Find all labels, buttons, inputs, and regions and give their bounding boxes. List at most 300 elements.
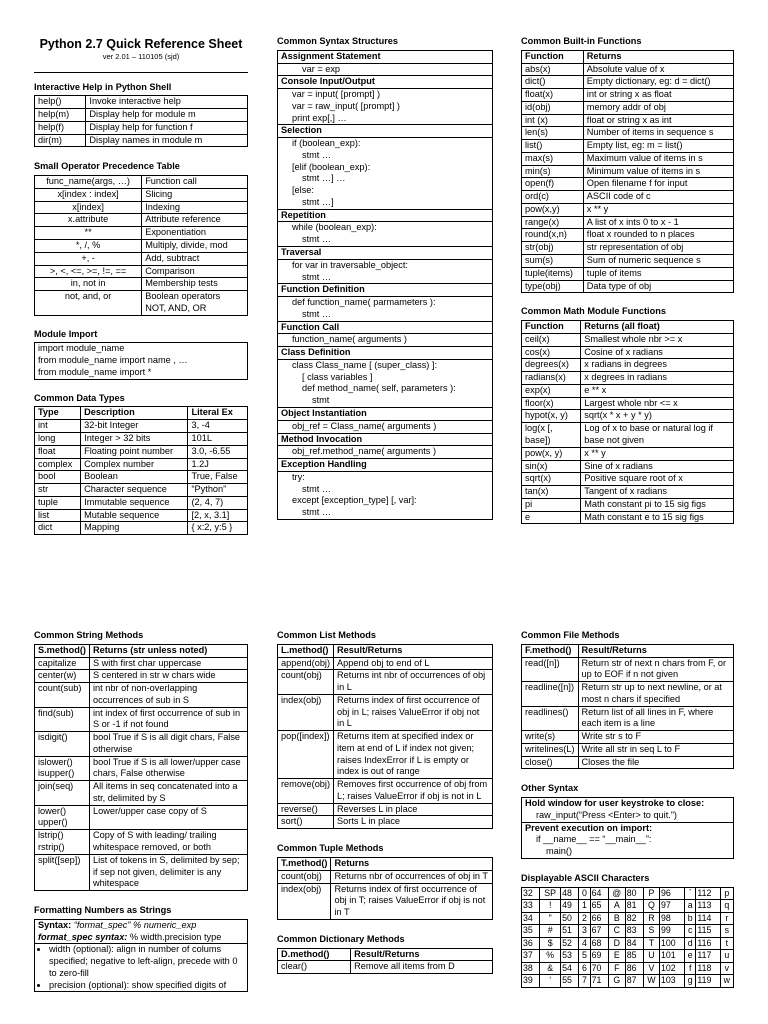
math-cell: Smallest whole nbr >= x (581, 333, 734, 346)
tuple-methods-title: Common Tuple Methods (277, 843, 384, 854)
types-row (35, 445, 248, 458)
builtins-row (522, 76, 734, 89)
title-divider (34, 72, 248, 73)
syntax-section-head: Object Instantiation (278, 407, 492, 421)
file-header-1: Result/Returns (578, 644, 733, 657)
ascii-code: 83 (625, 925, 643, 938)
precedence-row (35, 227, 248, 240)
precedence-cell: *, /, % (35, 240, 142, 253)
precedence-row (35, 188, 248, 201)
str-row (35, 670, 248, 683)
builtins-row (522, 101, 734, 114)
math-cell: log(x [, base]) (522, 423, 581, 448)
precedence-cell: x[index] (35, 201, 142, 214)
ascii-code: 102 (660, 962, 685, 975)
math-row (522, 486, 734, 499)
syntax-line: stmt … (302, 308, 332, 319)
ascii-code: 80 (625, 887, 643, 900)
ascii-char: P (643, 887, 659, 900)
math-row (522, 511, 734, 524)
list-row (278, 779, 493, 804)
syntax-section-head: Console Input/Output (278, 75, 492, 89)
str-cell: S with first char uppercase (89, 657, 247, 670)
builtins-row (522, 89, 734, 102)
builtins-cell: str(obj) (522, 242, 584, 255)
syntax-line: stmt … (302, 507, 332, 518)
file-cell: readline([n]) (522, 682, 579, 707)
data-types-title: Common Data Types (34, 392, 125, 403)
str-cell: S centered in str w chars wide (89, 670, 247, 683)
ascii-code: 118 (696, 962, 720, 975)
builtins-cell: Open filename f for input (583, 178, 733, 191)
builtins-cell: min(s) (522, 165, 584, 178)
builtins-cell: Empty list, eg: m = list() (583, 140, 733, 153)
str-row (35, 683, 248, 708)
builtins-table (521, 50, 734, 294)
types-cell: dict (35, 522, 81, 535)
help-row (35, 134, 248, 147)
dict-cell: clear() (278, 961, 351, 974)
ascii-row (522, 925, 734, 938)
ascii-code: 84 (625, 937, 643, 950)
dict-header-1: Result/Returns (351, 948, 493, 961)
precedence-cell: Membership tests (142, 278, 248, 291)
ascii-char: # (540, 925, 561, 938)
ascii-char: C (608, 925, 625, 938)
str-cell: bool True if S is all lower/upper case chars, False otherwise (89, 756, 247, 781)
types-cell: bool (35, 471, 81, 484)
list-cell: Returns index of first occurrence of obj in L; raises ValueError if obj not in L (334, 694, 493, 730)
ascii-code: 52 (561, 937, 579, 950)
types-row (35, 432, 248, 445)
types-row (35, 458, 248, 471)
types-cell: (2, 4, 7) (188, 496, 248, 509)
ascii-char: E (608, 950, 625, 963)
ascii-char: B (608, 912, 625, 925)
ascii-code: 65 (590, 900, 608, 913)
file-header-0: F.method() (522, 644, 579, 657)
syntax-title: Common Syntax Structures (277, 36, 398, 46)
ascii-char: 6 (579, 962, 590, 975)
precedence-cell: x[index : index] (35, 188, 142, 201)
ascii-code: 112 (696, 887, 720, 900)
ascii-code: 71 (590, 975, 608, 988)
builtins-cell: abs(x) (522, 63, 584, 76)
tuple-header-1: Returns (331, 858, 493, 871)
ascii-char: g (685, 975, 696, 988)
math-cell: pow(x, y) (522, 447, 581, 460)
syntax-line: try: (292, 471, 305, 482)
list-cell: count(obj) (278, 670, 334, 695)
syntax-line: obj_ref.method_name( arguments ) (292, 446, 437, 457)
math-cell: hypot(x, y) (522, 410, 581, 423)
help-cell: help(f) (35, 121, 86, 134)
builtins-cell: Sum of numeric sequence s (583, 255, 733, 268)
precedence-cell: Boolean operators NOT, AND, OR (142, 291, 248, 316)
formatting-syntax-line (35, 920, 247, 945)
ascii-row (522, 887, 734, 900)
math-cell: x radians in degrees (581, 359, 734, 372)
builtins-row (522, 229, 734, 242)
syntax-section-head: Exception Handling (278, 458, 492, 472)
precedence-cell: ** (35, 227, 142, 240)
ascii-code: 35 (522, 925, 540, 938)
syntax-line: except [exception_type] [, var]: (292, 495, 417, 506)
math-cell: e (522, 511, 581, 524)
ascii-char: q (720, 900, 733, 913)
help-cell: Display help for module m (86, 109, 248, 122)
ascii-char: 5 (579, 950, 590, 963)
list-cell: index(obj) (278, 694, 334, 730)
ascii-char: t (720, 937, 733, 950)
ascii-code: 119 (696, 975, 720, 988)
syntax-line: stmt … (302, 149, 332, 160)
syntax-line: [ class variables ] (302, 371, 373, 382)
str-cell: bool True if S is all digit chars, False otherwise (89, 732, 247, 757)
list-header-1: Result/Returns (334, 644, 493, 657)
ascii-code: 87 (625, 975, 643, 988)
file-cell: close() (522, 756, 579, 769)
builtins-header-1: Returns (583, 50, 733, 63)
module-import-box (34, 342, 248, 379)
ascii-char: b (685, 912, 696, 925)
math-row (522, 423, 734, 448)
types-cell: { x:2, y:5 } (188, 522, 248, 535)
ascii-code: 114 (696, 912, 720, 925)
math-cell: floor(x) (522, 397, 581, 410)
ascii-char: T (643, 937, 659, 950)
list-cell: pop([index]) (278, 731, 334, 779)
builtins-cell: Data type of obj (583, 280, 733, 293)
builtins-row (522, 127, 734, 140)
ascii-row (522, 912, 734, 925)
math-cell: degrees(x) (522, 359, 581, 372)
math-cell: x ** y (581, 447, 734, 460)
types-cell: Mapping (81, 522, 188, 535)
syntax-line: def method_name( self, parameters ): (302, 383, 456, 394)
syntax-line: print exp[,] … (292, 112, 347, 123)
file-cell: Closes the file (578, 756, 733, 769)
syntax-section-head: Assignment Statement (278, 51, 492, 64)
builtins-cell: range(x) (522, 216, 584, 229)
syntax-section-head: Traversal (278, 246, 492, 260)
ascii-code: 34 (522, 912, 540, 925)
ascii-code: 64 (590, 887, 608, 900)
precedence-row (35, 201, 248, 214)
syntax-line: for var in traversable_object: (292, 259, 408, 270)
str-cell: lstrip() rstrip() (35, 830, 90, 855)
ascii-row (522, 950, 734, 963)
list-cell: Sorts L in place (334, 816, 493, 829)
types-cell: 3.0, -6.55 (188, 445, 248, 458)
list-row (278, 803, 493, 816)
builtins-cell: x ** y (583, 203, 733, 216)
types-cell: [2, x, 3.1] (188, 509, 248, 522)
file-cell: Return str of next n chars from F, or up to EOF if n not given (578, 657, 733, 682)
precedence-row (35, 265, 248, 278)
ascii-code: 48 (561, 887, 579, 900)
types-cell: float (35, 445, 81, 458)
ascii-table (521, 887, 734, 988)
ascii-code: 36 (522, 937, 540, 950)
file-cell: Return list of all lines in F, where each item is a line (578, 706, 733, 731)
builtins-cell: A list of x ints 0 to x - 1 (583, 216, 733, 229)
str-cell: isdigit() (35, 732, 90, 757)
builtins-cell: len(s) (522, 127, 584, 140)
syntax-line: stmt … (302, 483, 332, 494)
math-cell: x degrees in radians (581, 372, 734, 385)
builtins-cell: max(s) (522, 152, 584, 165)
ascii-code: 81 (625, 900, 643, 913)
ascii-char: SP (540, 887, 561, 900)
list-cell: Reverses L in place (334, 803, 493, 816)
ascii-code: 49 (561, 900, 579, 913)
list-cell: Append obj to end of L (334, 657, 493, 670)
ascii-char: 2 (579, 912, 590, 925)
ascii-code: 69 (590, 950, 608, 963)
str-cell: Lower/upper case copy of S (89, 805, 247, 830)
math-cell: e ** x (581, 384, 734, 397)
types-cell: Integer > 32 bits (81, 432, 188, 445)
dict-methods-title: Common Dictionary Methods (277, 933, 405, 944)
ascii-code: 68 (590, 937, 608, 950)
ascii-code: 82 (625, 912, 643, 925)
list-row (278, 657, 493, 670)
math-row (522, 372, 734, 385)
str-row (35, 854, 248, 890)
precedence-cell: func_name(args, …) (35, 176, 142, 189)
math-row (522, 346, 734, 359)
help-cell: help() (35, 96, 86, 109)
tuple-header-0: T.method() (278, 858, 331, 871)
precedence-cell: Indexing (142, 201, 248, 214)
precedence-cell: x.attribute (35, 214, 142, 227)
math-row (522, 473, 734, 486)
version-label: ver 2.01 – 110105 (sjd) (102, 52, 180, 61)
precedence-row (35, 291, 248, 316)
builtins-row (522, 216, 734, 229)
builtins-cell: tuple(items) (522, 267, 584, 280)
file-row (522, 756, 734, 769)
file-cell: readlines() (522, 706, 579, 731)
syntax-value: “format_spec” % numeric_exp (73, 919, 197, 930)
formatting-bullet: • precision (optional): show specified digits of (49, 980, 244, 992)
syntax-line: if (boolean_exp): (292, 138, 361, 149)
builtins-row (522, 140, 734, 153)
ascii-char: % (540, 950, 561, 963)
formatting-bullet: • width (optional): align in number of colums specified; negative to left-align, precede with 0 to zero-fill (49, 944, 244, 979)
ascii-code: 116 (696, 937, 720, 950)
ascii-char: " (540, 912, 561, 925)
types-cell: str (35, 484, 81, 497)
syntax-line: var = raw_input( [prompt] ) (292, 100, 400, 111)
precedence-row (35, 240, 248, 253)
math-cell: Sine of x radians (581, 460, 734, 473)
ascii-char: ‘ (540, 975, 561, 988)
help-row (35, 109, 248, 122)
syntax-section-head: Function Call (278, 321, 492, 335)
types-cell: Immutable sequence (81, 496, 188, 509)
ascii-char: R (643, 912, 659, 925)
types-cell: Floating point number (81, 445, 188, 458)
string-methods-title: Common String Methods (34, 630, 144, 640)
builtins-cell: Minimum value of items in s (583, 165, 733, 178)
ascii-row (522, 900, 734, 913)
ascii-code: 38 (522, 962, 540, 975)
ascii-char: 1 (579, 900, 590, 913)
ascii-code: 85 (625, 950, 643, 963)
precedence-cell: Multiply, divide, mod (142, 240, 248, 253)
types-row (35, 522, 248, 535)
math-cell: Positive square root of x (581, 473, 734, 486)
builtins-cell: pow(x,y) (522, 203, 584, 216)
ascii-char: e (685, 950, 696, 963)
file-row (522, 743, 734, 756)
data-types-table (34, 406, 248, 535)
math-cell: sqrt(x * x + y * y) (581, 410, 734, 423)
types-cell: Complex number (81, 458, 188, 471)
types-cell: “Python” (188, 484, 248, 497)
str-cell: int nbr of non-overlapping occurrences of sub in S (89, 683, 247, 708)
syntax-line: function_name( arguments ) (292, 334, 407, 345)
ascii-code: 101 (660, 950, 685, 963)
types-header-1: Description (81, 407, 188, 420)
builtins-row (522, 242, 734, 255)
ascii-code: 53 (561, 950, 579, 963)
precedence-cell: +, - (35, 252, 142, 265)
dict-header-0: D.method() (278, 948, 351, 961)
syntax-label: Syntax: (38, 919, 72, 930)
precedence-cell: not, and, or (35, 291, 142, 316)
list-row (278, 816, 493, 829)
ascii-code: 32 (522, 887, 540, 900)
math-cell: Math constant e to 15 sig figs (581, 511, 734, 524)
ascii-char: w (720, 975, 733, 988)
ascii-code: 117 (696, 950, 720, 963)
builtins-cell: Empty dictionary, eg: d = dict() (583, 76, 733, 89)
syntax-line: class Class_name [ (super_class) ]: (292, 359, 438, 370)
ascii-char: @ (608, 887, 625, 900)
help-row (35, 121, 248, 134)
dict-methods-table (277, 948, 493, 975)
types-cell: complex (35, 458, 81, 471)
builtins-cell: tuple of items (583, 267, 733, 280)
syntax-box (277, 50, 493, 520)
builtins-cell: type(obj) (522, 280, 584, 293)
syntax-line: stmt …] … (302, 173, 346, 184)
syntax-line: var = exp (302, 63, 341, 74)
math-cell: ceil(x) (522, 333, 581, 346)
str-cell: Copy of S with leading/ trailing whitespace removed, or both (89, 830, 247, 855)
precedence-cell: Slicing (142, 188, 248, 201)
builtins-cell: float(x) (522, 89, 584, 102)
list-cell: reverse() (278, 803, 334, 816)
other-syntax-box (521, 797, 734, 859)
ascii-code: 51 (561, 925, 579, 938)
column-1-top (34, 36, 248, 535)
str-cell: split([sep]) (35, 854, 90, 890)
ascii-code: 103 (660, 975, 685, 988)
str-cell: find(sub) (35, 707, 90, 732)
builtins-cell: int (x) (522, 114, 584, 127)
precedence-row (35, 278, 248, 291)
types-cell: tuple (35, 496, 81, 509)
list-row (278, 694, 493, 730)
precedence-cell: Add, subtract (142, 252, 248, 265)
column-3-bottom (521, 630, 734, 988)
syntax-line: stmt …] (302, 196, 334, 207)
list-cell: append(obj) (278, 657, 334, 670)
ascii-char: G (608, 975, 625, 988)
types-row (35, 471, 248, 484)
builtins-header-0: Function (522, 50, 584, 63)
list-methods-table (277, 644, 493, 829)
help-cell: Display help for function f (86, 121, 248, 134)
str-cell: join(seq) (35, 781, 90, 806)
list-cell: Returns int nbr of occurrences of obj in L (334, 670, 493, 695)
tuple-cell: Returns nbr of occurrences of obj in T (331, 870, 493, 883)
str-cell: All items in seq concatenated into a str, delimited by S (89, 781, 247, 806)
file-cell: writelines(L) (522, 743, 579, 756)
math-table (521, 320, 734, 524)
builtins-row (522, 178, 734, 191)
module-import-line: import module_name (38, 343, 125, 354)
formatting-box (34, 919, 248, 993)
builtins-cell: Maximum value of items in s (583, 152, 733, 165)
ascii-char: D (608, 937, 625, 950)
list-cell: Returns item at specified index or item at end of L if index not given; raises IndexError if L is empty or index is out of range (334, 731, 493, 779)
tuple-cell: count(obj) (278, 870, 331, 883)
math-row (522, 359, 734, 372)
builtins-cell: Absolute value of x (583, 63, 733, 76)
math-row (522, 447, 734, 460)
math-cell: Math constant pi to 15 sig figs (581, 498, 734, 511)
builtins-row (522, 63, 734, 76)
ascii-row (522, 937, 734, 950)
builtins-cell: round(x,n) (522, 229, 584, 242)
math-header-1: Returns (all float) (581, 321, 734, 334)
types-row (35, 484, 248, 497)
ascii-code: 99 (660, 925, 685, 938)
math-cell: exp(x) (522, 384, 581, 397)
ascii-row (522, 962, 734, 975)
types-cell: 101L (188, 432, 248, 445)
math-cell: Largest whole nbr <= x (581, 397, 734, 410)
ascii-char: 0 (579, 887, 590, 900)
str-cell: List of tokens in S, delimited by sep; if sep not given, delimiter is any whitespace (89, 854, 247, 890)
file-cell: Write str s to F (578, 731, 733, 744)
math-title: Common Math Module Functions (521, 306, 666, 317)
syntax-line: stmt (312, 395, 330, 406)
builtins-cell: sum(s) (522, 255, 584, 268)
builtins-row (522, 114, 734, 127)
syntax-line: stmt … (302, 271, 332, 282)
list-cell: Removes first occurrence of obj from L; raises ValueError if obj is not in L (334, 779, 493, 804)
ascii-char: 7 (579, 975, 590, 988)
tuple-row (278, 883, 493, 919)
syntax-line: obj_ref = Class_name( arguments ) (292, 420, 437, 431)
precedence-title: Small Operator Precedence Table (34, 161, 180, 172)
ascii-char: A (608, 900, 625, 913)
types-header-0: Type (35, 407, 81, 420)
ascii-code: 50 (561, 912, 579, 925)
string-methods-table (34, 644, 248, 891)
precedence-row (35, 176, 248, 189)
ascii-char: S (643, 925, 659, 938)
prevent-import-head: Prevent execution on import: (525, 822, 653, 833)
types-cell: 32-bit Integer (81, 420, 188, 433)
hold-window-code: raw_input(“Press <Enter> to quit.”) (522, 810, 733, 823)
